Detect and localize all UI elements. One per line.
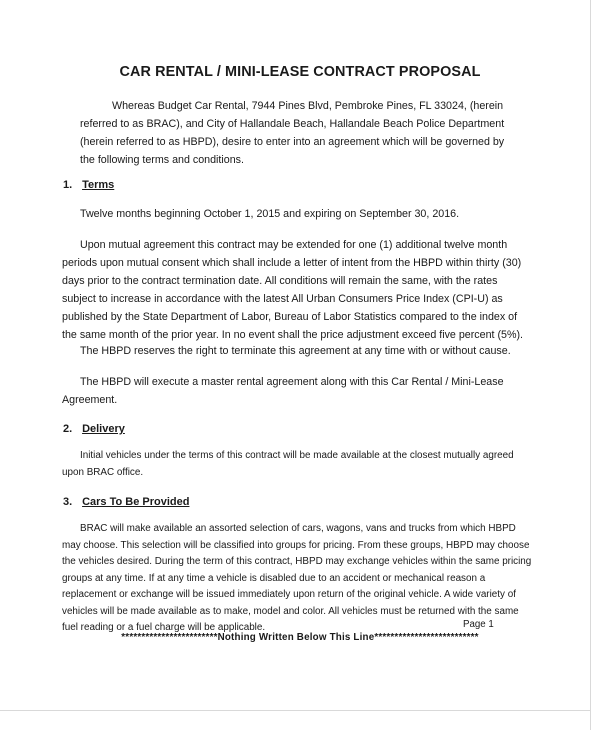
delivery-paragraph: Initial vehicles under the terms of this contract will be made available at the closest mutually agreed upon BRAC office.	[62, 450, 514, 478]
terms-paragraph-4: The HBPD will execute a master rental agreement along with this Car Rental / Mini-Lease Agreement.	[62, 376, 504, 406]
terms-paragraph-1: Twelve months beginning October 1, 2015 and expiring on September 30, 2016.	[80, 208, 460, 220]
section-title: Cars To Be Provided	[82, 496, 190, 508]
section-number: 3.	[63, 496, 73, 508]
page-edge-right	[590, 0, 591, 730]
document-title: CAR RENTAL / MINI-LEASE CONTRACT PROPOSAL	[119, 64, 481, 80]
section-title: Delivery	[82, 423, 125, 435]
footer-line: ************************Nothing Written Below This Line**************************	[121, 632, 479, 643]
section-heading-cars	[63, 495, 189, 509]
page-number: Page 1	[463, 619, 494, 630]
terms-paragraph-2: Upon mutual agreement this contract may be extended for one (1) additional twelve month periods upon mutual consent which shall include a letter of intent from the HBPD within thirty (30) days prior to the contract termination date. All conditions will remain the same, with the rates subject to increase in accordance with the latest All Urban Consumers Price Index (CPI-U) as published by the State Department of Labor, Bureau of Labor Statistics compared to the index of the same month of the prior year. In no event shall the price adjustment exceed five percent (5%).	[62, 239, 523, 341]
page-edge-bottom	[0, 710, 590, 711]
section-heading-terms	[63, 178, 114, 192]
section-heading-delivery	[63, 422, 125, 436]
intro-paragraph: Whereas Budget Car Rental, 7944 Pines Blvd, Pembroke Pines, FL 33024, (herein referred to as BRAC), and City of Hallandale Beach, Hallandale Beach Police Department (herein referred to as HBPD), desire to enter into an agreement which will be governed by the following terms and conditions.	[80, 100, 505, 166]
cars-paragraph: BRAC will make available an assorted selection of cars, wagons, vans and trucks from which HBPD may choose. This selection will be classified into groups for pricing. From these groups, HBPD may choose the vehicles desired. During the term of this contract, HBPD may exchange vehicles within the same pricing groups at any time. If at any time a vehicle is disabled due to an accident or mechanical reason a replacement or exchange will be issued immediately upon return of the original vehicle. A wide variety of vehicles will be made available as to make, model and color. All vehicles must be returned with the same fuel reading or a fuel charge will be applicable.	[62, 523, 532, 633]
section-number: 2.	[63, 423, 73, 435]
section-title: Terms	[82, 179, 115, 191]
section-number: 1.	[63, 179, 73, 191]
terms-paragraph-3: The HBPD reserves the right to terminate this agreement at any time with or without cause.	[80, 345, 511, 357]
